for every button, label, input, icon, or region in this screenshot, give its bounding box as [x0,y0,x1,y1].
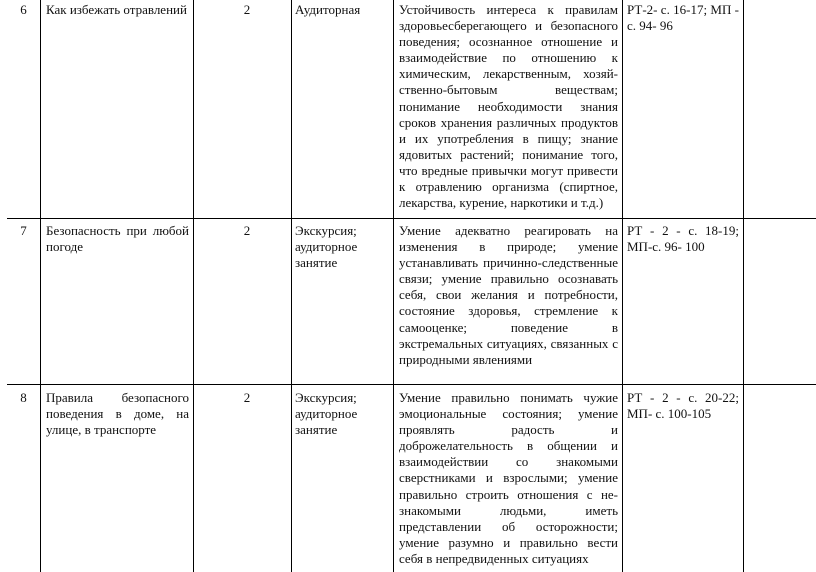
reference-pages: РТ-2- с. 16-17; МП - с. 94- 96 [627,2,739,34]
row-number: 8 [20,390,27,405]
reference-pages: РТ - 2 - с. 20-22; МП- с. 100-105 [627,390,739,422]
lesson-topic: Правила безопасного поведения в доме, на улице, в транспорте [46,390,189,438]
lesson-type: Экскурсия; аудиторное занятие [295,223,358,271]
reference-pages: РТ - 2 - с. 18-19; МП-с. 96- 100 [627,223,739,255]
lesson-topic: Безопасность при любой погоде [46,223,189,255]
expected-results: Умение правильно понимать чужие эмоциональные состояния; умение проявлять радость и доброжелательность в общении и взаимодействии со знакомыми сверстниками и взрослыми; умение правильно строить отношения с не-знакомыми людьми, иметь представлении об осторожности; умение разумно и правильно вести себя в непредвиденных ситуациях [399,390,618,566]
table-border [7,218,816,219]
lesson-topic: Как избежать отравлений [46,2,187,17]
table-border [193,0,194,572]
table-border [622,0,623,572]
expected-results: Умение адекватно реагировать на изменения в природе; умение устанавливать причинно-следственные связи; умение правильно осознавать себя, свои желания и потребности, состояние здоровья, стремление к самооценке; поведение в экстремальных ситуациях, связанных с природными явлениями [399,223,618,367]
row-number: 7 [20,223,27,238]
lesson-hours: 2 [243,223,251,238]
table-border [393,0,394,572]
lesson-type: Экскурсия; аудиторное занятие [295,390,358,438]
lesson-type: Аудиторная [295,2,361,17]
table-border [40,0,41,572]
table-border [7,384,816,385]
row-number: 6 [20,2,27,17]
lesson-plan-table [7,0,816,572]
lesson-hours: 2 [243,390,251,405]
table-border [291,0,292,572]
expected-results: Устойчивость интереса к правилам здоровьесберегающего и безопасного поведения; осознанное отношение и взаимодействие по отношению к химическим, лекарственным, хозяй-ственно-бытовым веществам; понимание необходимости знания сроков хранения различных продуктов и их употребления в пищу; знание ядовитых растений; понимание того, что вредные привычки могут привести к отравлению организма (спиртное, лекарства, курение, наркотики и т.д.) [399,2,618,211]
table-border [743,0,744,572]
lesson-hours: 2 [243,2,251,17]
